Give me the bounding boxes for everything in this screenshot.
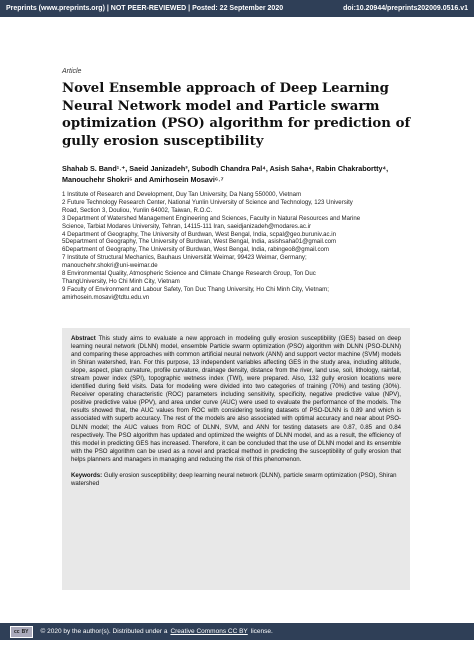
affiliation-line: 9 Faculty of Environment and Labour Safety, Ton Duc Thang University, Ho Chi Minh City, Vietnam;	[62, 285, 329, 293]
keywords-paragraph	[71, 472, 401, 488]
affiliation-line: 8 Environmental Quality, Atmospheric Science and Climate Change Research Group, Ton Duc	[62, 270, 316, 278]
cc-by-license-icon[interactable]	[10, 626, 33, 638]
keywords-text: Gully erosion susceptibility; deep learning neural network (DLNN), particle swarm optimization (PSO), Shiran watershed	[71, 471, 397, 487]
author-list	[62, 164, 422, 185]
affiliation-line: amirhosein.mosavi@tdtu.edu.vn	[62, 293, 150, 301]
affiliation-line: 1 Institute of Research and Development, Duy Tan University, Da Nang 550000, Vietnam	[62, 191, 302, 198]
affiliation-line: 5Department of Geography, The University of Burdwan, West Bengal, India, asishsaha01@gmail.com	[62, 238, 337, 246]
abstract-paragraph	[71, 335, 401, 464]
affiliation-line: 4 Department of Geography, The University of Burdwan, West Bengal, India, scpal@geo.buruniv.ac.in	[62, 230, 337, 238]
license-prefix: © 2020 by the author(s). Distributed under a	[40, 628, 168, 635]
paper-title: Novel Ensemble approach of Deep Learning Neural Network model and Particle swarm optimization (PSO) algorithm for prediction of gully erosion susceptibility	[62, 81, 411, 149]
license-link[interactable]: Creative Commons CC BY	[170, 628, 248, 635]
affiliation-list	[62, 191, 424, 302]
license-suffix: license.	[250, 628, 273, 635]
affiliation-line: Science, Tarbiat Modares University, Tehran, 14115-111 Iran, saeidjanizadeh@modares.ac.ir	[62, 222, 312, 230]
abstract-box	[62, 328, 410, 590]
preprint-header-text: Preprints (www.preprints.org) | NOT PEER-REVIEWED | Posted: 22 September 2020	[6, 5, 284, 12]
cc-badge-text: cc	[14, 628, 20, 635]
license-footer	[0, 623, 474, 640]
article-type-label: Article	[62, 68, 82, 75]
preprint-header-bar	[0, 0, 474, 17]
abstract-label: Abstract	[71, 335, 96, 342]
affiliation-line: ThangUniversity, Ho Chi Minh City, Vietnam	[62, 277, 180, 285]
by-badge-text: BY	[21, 628, 29, 635]
affiliation-line: manouchehr.shokri@uni-weimar.de	[62, 262, 158, 270]
affiliation-line: 3 Department of Watershed Management Engineering and Sciences, Faculty in Natural Resources and Marine	[62, 214, 361, 222]
affiliation-line: Road, Section 3, Douliou, Yunlin 64002, Taiwan, R.O.C.	[62, 206, 213, 214]
author-line: Manouchehr Shokri⁵ and Amirhosein Mosavi⁶˒⁷	[62, 174, 224, 184]
author-line: Shahab S. Band¹˒⁺, Saeid Janizadeh³, Subodh Chandra Pal⁴, Asish Saha⁴, Rabin Chakrabortty⁴,	[62, 164, 389, 173]
doi-link[interactable]: doi:10.20944/preprints202009.0516.v1	[343, 5, 468, 12]
affiliation-line: 7 Institute of Structural Mechanics, Bauhaus Universität Weimar, 99423 Weimar, Germany;	[62, 254, 307, 262]
keywords-label: Keywords:	[71, 471, 103, 479]
affiliation-line: 6Department of Geography, The University of Burdwan, West Bengal, India, rabingeo8@gmail.com	[62, 246, 329, 254]
affiliation-line: 2 Future Technology Research Center, National Yunlin University of Science and Technology, 123 University	[62, 198, 353, 206]
abstract-text: This study aims to evaluate a new approach in modeling gully erosion susceptibility (GES) based on deep learning neural network (DLNN) model, ensemble Particle swarm optimization (PSO) algorithm with DLNN (PSO-DLNN) and comparing these approaches with common artificial neural network (ANN) and support vector machine (SVM) models in Shiran watershed, Iran. For this purpose, 13 independent variables affecting GES in the study area, including altitude, slope, aspect, plan curvature, profile curvature, drainage density, distance from the river, land use, soil, lithology, rainfall, stream power index (SPI), topographic wetness index (TWI), were prepared. Also, 132 gully erosion locations were identified during field visits. Data for modeling were divided into two categories of training (70%) and testing (30%). Receiver operating characteristic (ROC) parameters including sensitivity, specificity, negative predictive value (NPV), positive predictive value (PPV), and area under curve (AUC) were used to evaluate the performance of the models. The results showed that, the AUC values from ROC with considering testing datasets of PSO-DLNN is 0.89 and which is associated with superb accuracy. The rest of the models are also associated with optimal accuracy and near about PSO-DLNN model; the AUC values from ROC of DLNN, SVM, and ANN for testing datasets are 0.87, 0.85 and 0.84 respectively. The PSO algorithm has updated and optimized the weights of DLNN model, and as a result, the efficiency of this model in predicting GES has increased. Therefore, it can be concluded that the use of DLNN model and its ensemble with the PSO algorithm can be used as a novel and practical method in predicting the susceptibility of gully erosion that helps planners and managers in managing and reducing the risk of this phenomenon.	[71, 335, 401, 463]
